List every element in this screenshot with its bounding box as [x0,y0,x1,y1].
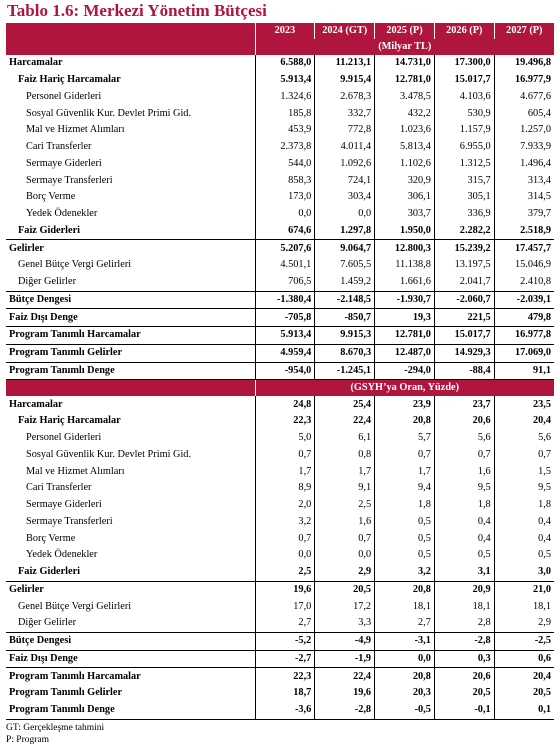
cell-2027: 4.677,6 [494,89,554,106]
cell-2024: 9.915,3 [315,327,375,345]
cell-2024: 2,9 [315,564,375,581]
cell-2025: 18,1 [375,598,435,615]
cell-2025: 320,9 [375,172,435,189]
table-row-faiz-giderleri [6,223,554,240]
cell-2026: -2,8 [434,632,494,650]
cell-2023: 0,0 [255,206,315,223]
cell-2025: 3.478,5 [375,89,435,106]
cell-2023: 185,8 [255,105,315,122]
cell-2026: 20,6 [434,413,494,430]
table-row-program-tanimli-gelirler [6,685,554,702]
cell-2025: 0,0 [375,650,435,668]
cell-2024: 1.459,2 [315,274,375,291]
cell-2023: 24,8 [255,396,315,413]
table-row-personel-giderleri [6,430,554,447]
cell-2023: 3,2 [255,514,315,531]
table-row-butce-dengesi [6,632,554,650]
table-row-harcamalar [6,55,554,72]
cell-2026: 221,5 [434,309,494,327]
table-notes [6,722,554,746]
cell-2023: 6.588,0 [255,55,315,72]
header-blank [6,23,255,39]
cell-2023: -2,7 [255,650,315,668]
cell-2023: 706,5 [255,274,315,291]
page [6,1,554,746]
row-label: Faiz Giderleri [18,566,81,578]
cell-2025: 303,7 [375,206,435,223]
cell-2027: 1.496,4 [494,156,554,173]
cell-2025: 1.023,6 [375,122,435,139]
cell-2026: 5,6 [434,430,494,447]
row-label: Program Tanımlı Harcamalar [6,668,255,685]
cell-2027: 313,4 [494,172,554,189]
row-label: Faiz Dışı Denge [6,309,255,327]
unit-row-gsyh-oran [6,380,554,397]
row-label: Program Tanımlı Denge [6,362,255,380]
cell-2027: 605,4 [494,105,554,122]
table-row-mal-ve-hizmet-alimlari [6,122,554,139]
table-row-butce-dengesi [6,291,554,309]
cell-2025: 20,8 [375,668,435,685]
table-row-faiz-haric-harcamalar [6,413,554,430]
cell-2024: 332,7 [315,105,375,122]
cell-2024: 22,4 [315,413,375,430]
unit-blank [6,39,255,55]
cell-2025: -1.930,7 [375,291,435,309]
cell-2027: 0,7 [494,447,554,464]
row-label: Program Tanımlı Harcamalar [6,327,255,345]
row-label: Program Tanımlı Denge [6,702,255,719]
cell-2024: 303,4 [315,189,375,206]
cell-2023: 453,9 [255,122,315,139]
cell-2023: 17,0 [255,598,315,615]
cell-2025: 9,4 [375,480,435,497]
cell-2024: 19,6 [315,685,375,702]
table-row-borc-verme [6,530,554,547]
cell-2023: -3,6 [255,702,315,719]
cell-2025: 20,8 [375,413,435,430]
cell-2026: 20,9 [434,581,494,598]
cell-2025: 1.950,0 [375,223,435,240]
table-row-yedek-odenekler [6,206,554,223]
budget-table [6,23,554,720]
cell-2025: 20,8 [375,581,435,598]
cell-2025: -0,5 [375,702,435,719]
cell-2025: 0,5 [375,514,435,531]
row-label: Genel Bütçe Vergi Gelirleri [18,259,132,271]
cell-2023: 18,7 [255,685,315,702]
cell-2025: 20,3 [375,685,435,702]
cell-2024: -850,7 [315,309,375,327]
cell-2023: 19,6 [255,581,315,598]
cell-2025: 23,9 [375,396,435,413]
table-row-genel-butce-vergi-gelirleri [6,257,554,274]
cell-2025: 1.102,6 [375,156,435,173]
cell-2026: 315,7 [434,172,494,189]
cell-2025: 306,1 [375,189,435,206]
cell-2024: -1,9 [315,650,375,668]
cell-2023: 1,7 [255,463,315,480]
table-row-program-tanimli-denge [6,702,554,719]
cell-2023: 5.913,4 [255,327,315,345]
cell-2026: 0,4 [434,514,494,531]
unit-row-milyar-tl [6,39,554,55]
row-label: Borç Verme [26,532,76,544]
cell-2024: 9,1 [315,480,375,497]
cell-2026: 15.017,7 [434,72,494,89]
row-label: Sermaye Transferleri [26,174,113,186]
cell-2026: 20,5 [434,685,494,702]
cell-2026: 6.955,0 [434,139,494,156]
row-label: Gelirler [6,240,255,257]
cell-2025: 432,2 [375,105,435,122]
cell-2023: 5.913,4 [255,72,315,89]
table-row-harcamalar [6,396,554,413]
cell-2026: 2.041,7 [434,274,494,291]
header-col-2026: 2026 (P) [434,23,494,39]
table-row-diger-gelirler [6,615,554,632]
table-row-sosyal-guvenlik-kur-devlet-primi-gid [6,105,554,122]
cell-2027: 0,4 [494,530,554,547]
row-label: Harcamalar [9,57,63,69]
table-row-gelirler [6,240,554,257]
table-row-personel-giderleri [6,89,554,106]
table-row-gelirler [6,581,554,598]
cell-2026: -88,4 [434,362,494,380]
cell-2023: 5,0 [255,430,315,447]
table-body [6,39,554,719]
cell-2026: 0,3 [434,650,494,668]
cell-2027: 0,6 [494,650,554,668]
unit-label: (Milyar TL) [255,39,554,55]
cell-2023: -705,8 [255,309,315,327]
cell-2025: 19,3 [375,309,435,327]
cell-2026: 1,6 [434,463,494,480]
cell-2023: 2,5 [255,564,315,581]
cell-2025: 2,7 [375,615,435,632]
cell-2024: 4.011,4 [315,139,375,156]
cell-2025: 1,7 [375,463,435,480]
cell-2027: 17.069,0 [494,344,554,362]
cell-2023: -954,0 [255,362,315,380]
row-label: Sosyal Güvenlik Kur. Devlet Primi Gid. [26,448,192,460]
table-row-cari-transferler [6,139,554,156]
cell-2027: 23,5 [494,396,554,413]
cell-2023: 5.207,6 [255,240,315,257]
cell-2027: 18,1 [494,598,554,615]
cell-2025: 5,7 [375,430,435,447]
cell-2027: 1.257,0 [494,122,554,139]
row-label: Program Tanımlı Gelirler [9,687,123,699]
table-row-sermaye-transferleri [6,172,554,189]
row-label: Harcamalar [9,398,63,410]
cell-2025: -3,1 [375,632,435,650]
cell-2027: 5,6 [494,430,554,447]
cell-2023: 0,0 [255,547,315,564]
cell-2023: 0,7 [255,447,315,464]
cell-2026: 1.157,9 [434,122,494,139]
row-label: Faiz Hariç Harcamalar [18,415,121,427]
table-row-sermaye-transferleri [6,514,554,531]
cell-2024: 0,7 [315,530,375,547]
cell-2027: 7.933,9 [494,139,554,156]
cell-2027: 20,4 [494,668,554,685]
cell-2024: 2.678,3 [315,89,375,106]
cell-2025: -294,0 [375,362,435,380]
cell-2026: 4.103,6 [434,89,494,106]
cell-2026: 20,6 [434,668,494,685]
cell-2027: 17.457,7 [494,240,554,257]
table-row-diger-gelirler [6,274,554,291]
unit-blank [6,380,255,397]
table-row-yedek-odenekler [6,547,554,564]
cell-2023: 4.959,4 [255,344,315,362]
unit-label: (GSYH’ya Oran, Yüzde) [255,380,554,397]
table-row-program-tanimli-harcamalar [6,327,554,345]
cell-2024: -2.148,5 [315,291,375,309]
cell-2024: 1.092,6 [315,156,375,173]
cell-2023: 2.373,8 [255,139,315,156]
cell-2024: 724,1 [315,172,375,189]
cell-2026: -0,1 [434,702,494,719]
row-label: Sermaye Giderleri [26,499,102,511]
cell-2026: 3,1 [434,564,494,581]
cell-2023: 1.324,6 [255,89,315,106]
cell-2023: 858,3 [255,172,315,189]
cell-2025: 12.800,3 [375,240,435,257]
cell-2025: 0,7 [375,447,435,464]
cell-2025: 12.487,0 [375,344,435,362]
cell-2024: 9.915,4 [315,72,375,89]
cell-2027: 2.518,9 [494,223,554,240]
cell-2025: 1.661,6 [375,274,435,291]
cell-2025: 5.813,4 [375,139,435,156]
cell-2025: 12.781,0 [375,327,435,345]
cell-2027: 314,5 [494,189,554,206]
cell-2024: 772,8 [315,122,375,139]
cell-2027: 379,7 [494,206,554,223]
cell-2023: -1.380,4 [255,291,315,309]
cell-2027: 20,5 [494,685,554,702]
cell-2024: 1,7 [315,463,375,480]
cell-2024: 2,5 [315,497,375,514]
cell-2027: 2,9 [494,615,554,632]
cell-2024: 0,0 [315,547,375,564]
cell-2027: 20,4 [494,413,554,430]
row-label: Genel Bütçe Vergi Gelirleri [18,600,132,612]
table-row-borc-verme [6,189,554,206]
cell-2025: 1,8 [375,497,435,514]
cell-2027: 15.046,9 [494,257,554,274]
header-col-2024: 2024 (GT) [315,23,375,39]
cell-2023: -5,2 [255,632,315,650]
cell-2027: 16.977,8 [494,327,554,345]
cell-2024: 25,4 [315,396,375,413]
cell-2024: 20,5 [315,581,375,598]
cell-2024: 8.670,3 [315,344,375,362]
row-label: Faiz Hariç Harcamalar [18,74,121,86]
cell-2026: 0,7 [434,447,494,464]
table-row-program-tanimli-gelirler [6,344,554,362]
cell-2024: -1.245,1 [315,362,375,380]
cell-2026: 1,8 [434,497,494,514]
cell-2023: 173,0 [255,189,315,206]
row-label: Sosyal Güvenlik Kur. Devlet Primi Gid. [26,107,192,119]
cell-2024: -2,8 [315,702,375,719]
cell-2024: 22,4 [315,668,375,685]
row-label: Bütçe Dengesi [6,632,255,650]
cell-2025: 3,2 [375,564,435,581]
row-label: Cari Transferler [26,482,92,494]
cell-2025: 0,5 [375,530,435,547]
cell-2026: 23,7 [434,396,494,413]
cell-2023: 0,7 [255,530,315,547]
table-row-sosyal-guvenlik-kur-devlet-primi-gid [6,447,554,464]
table-row-faiz-giderleri [6,564,554,581]
cell-2023: 544,0 [255,156,315,173]
header-col-2025: 2025 (P) [375,23,435,39]
cell-2024: 0,8 [315,447,375,464]
header-col-2027: 2027 (P) [494,23,554,39]
table-row-mal-ve-hizmet-alimlari [6,463,554,480]
cell-2024: 17,2 [315,598,375,615]
cell-2027: 91,1 [494,362,554,380]
cell-2024: 0,0 [315,206,375,223]
cell-2023: 22,3 [255,668,315,685]
row-label: Diğer Gelirler [18,276,77,288]
row-label: Faiz Dışı Denge [6,650,255,668]
cell-2026: 18,1 [434,598,494,615]
header-row [6,23,554,39]
row-label: Diğer Gelirler [18,617,77,629]
cell-2024: 7.605,5 [315,257,375,274]
table-row-faiz-disi-denge [6,309,554,327]
cell-2026: -2.060,7 [434,291,494,309]
cell-2024: 9.064,7 [315,240,375,257]
row-label: Mal ve Hizmet Alımları [26,124,125,136]
cell-2026: 305,1 [434,189,494,206]
cell-2023: 674,6 [255,223,315,240]
note-gt: GT: Gerçekleşme tahmini [6,722,105,733]
cell-2023: 4.501,1 [255,257,315,274]
cell-2027: 1,8 [494,497,554,514]
cell-2025: 12.781,0 [375,72,435,89]
cell-2023: 2,0 [255,497,315,514]
header-col-2023: 2023 [255,23,315,39]
cell-2024: 3,3 [315,615,375,632]
cell-2024: 1,6 [315,514,375,531]
row-label: Bütçe Dengesi [6,291,255,309]
cell-2027: 479,8 [494,309,554,327]
row-label: Personel Giderleri [26,90,102,102]
cell-2026: 15.017,7 [434,327,494,345]
cell-2027: 0,5 [494,547,554,564]
cell-2027: 0,1 [494,702,554,719]
cell-2026: 13.197,5 [434,257,494,274]
row-label: Yedek Ödenekler [26,208,98,220]
cell-2024: 11.213,1 [315,55,375,72]
cell-2026: 2.282,2 [434,223,494,240]
cell-2026: 2,8 [434,615,494,632]
cell-2023: 8,9 [255,480,315,497]
cell-2027: 0,4 [494,514,554,531]
note-p: P: Program [6,734,50,745]
row-label: Mal ve Hizmet Alımları [26,465,125,477]
cell-2027: -2.039,1 [494,291,554,309]
table-row-genel-butce-vergi-gelirleri [6,598,554,615]
cell-2027: 3,0 [494,564,554,581]
row-label: Borç Verme [26,191,76,203]
row-label: Program Tanımlı Gelirler [6,344,255,362]
row-label: Sermaye Giderleri [26,157,102,169]
cell-2026: 1.312,5 [434,156,494,173]
cell-2027: 2.410,8 [494,274,554,291]
row-label: Gelirler [6,581,255,598]
cell-2026: 9,5 [434,480,494,497]
table-title: Tablo 1.6: Merkezi Yönetim Bütçesi [7,1,267,20]
cell-2024: 6,1 [315,430,375,447]
cell-2027: 1,5 [494,463,554,480]
cell-2026: 15.239,2 [434,240,494,257]
row-label: Personel Giderleri [26,432,102,444]
table-row-sermaye-giderleri [6,497,554,514]
cell-2025: 11.138,8 [375,257,435,274]
row-label: Yedek Ödenekler [26,549,98,561]
cell-2024: -4,9 [315,632,375,650]
table-row-program-tanimli-denge [6,362,554,380]
cell-2027: 21,0 [494,581,554,598]
table-row-program-tanimli-harcamalar [6,668,554,685]
cell-2025: 14.731,0 [375,55,435,72]
row-label: Sermaye Transferleri [26,515,113,527]
cell-2026: 336,9 [434,206,494,223]
cell-2024: 1.297,8 [315,223,375,240]
table-row-faiz-disi-denge [6,650,554,668]
cell-2026: 14.929,3 [434,344,494,362]
cell-2026: 0,5 [434,547,494,564]
cell-2027: 9,5 [494,480,554,497]
cell-2027: 16.977,9 [494,72,554,89]
row-label: Faiz Giderleri [18,224,81,236]
cell-2027: 19.496,8 [494,55,554,72]
table-row-cari-transferler [6,480,554,497]
cell-2026: 0,4 [434,530,494,547]
cell-2025: 0,5 [375,547,435,564]
cell-2026: 17.300,0 [434,55,494,72]
cell-2027: -2,5 [494,632,554,650]
cell-2026: 530,9 [434,105,494,122]
cell-2023: 2,7 [255,615,315,632]
table-row-faiz-haric-harcamalar [6,72,554,89]
cell-2023: 22,3 [255,413,315,430]
table-row-sermaye-giderleri [6,156,554,173]
row-label: Cari Transferler [26,141,92,153]
